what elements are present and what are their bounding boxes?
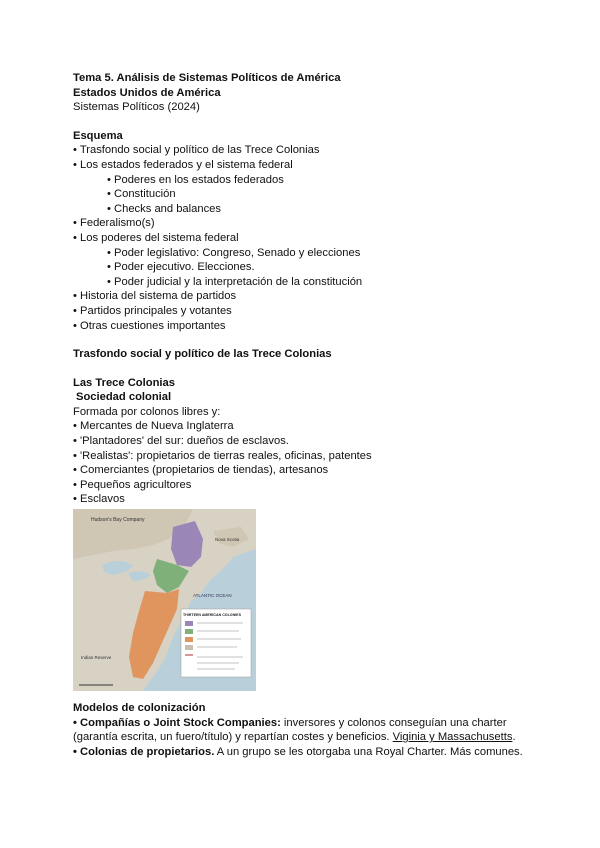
outline-item: • Los estados federados y el sistema federal <box>73 158 293 171</box>
paragraph-end: . <box>512 731 516 744</box>
thirteen-colonies-map <box>73 509 256 691</box>
map-label-ocean: ATLANTIC OCEAN <box>193 593 232 599</box>
legend-title: THIRTEEN AMERICAN COLONIES <box>183 613 241 618</box>
term-proprietary: • Colonias de propietarios. <box>73 745 215 758</box>
map-label-nova: Nova Scotia <box>215 537 240 543</box>
outline-subitem: • Constitución <box>107 188 176 201</box>
paragraph-text: inversores y colonos conseguían una charter (garantía escrita, un fuero/título) y repartían costes y beneficios. <box>73 716 507 744</box>
map-label-indian: Indian Reserve <box>81 655 112 661</box>
outline-item: • Trasfondo social y político de las Trece Colonias <box>73 144 320 157</box>
list-item: • Esclavos <box>73 493 125 506</box>
colony-link[interactable]: Viginia y Massachusetts <box>392 731 513 744</box>
page-subtitle: Estados Unidos de América <box>73 86 221 99</box>
list-item: • 'Plantadores' del sur: dueños de esclavos. <box>73 435 289 448</box>
outline-item: • Historia del sistema de partidos <box>73 290 237 303</box>
map-label-company: Hudson's Bay Company <box>91 517 145 524</box>
paragraph-proprietary <box>73 745 543 760</box>
list-item: • Pequeños agricultores <box>73 478 192 491</box>
outline-item: • Los poderes del sistema federal <box>73 231 239 244</box>
document-page <box>73 71 543 759</box>
course-label: Sistemas Políticos (2024) <box>73 101 200 114</box>
society-list <box>73 419 543 507</box>
legend-swatch-southern <box>185 637 193 642</box>
title-block <box>73 71 543 115</box>
legend-swatch-middle <box>185 629 193 634</box>
outline-subitem: • Poder judicial y la interpretación de la constitución <box>107 275 363 288</box>
legend-swatch-new-england <box>185 621 193 626</box>
outline-heading: Esquema <box>73 129 123 142</box>
list-item: • Mercantes de Nueva Inglaterra <box>73 420 234 433</box>
legend-swatch-other <box>185 645 193 650</box>
outline-subitem: • Poder legislativo: Congreso, Senado y elecciones <box>107 246 361 259</box>
section-heading: Modelos de colonización <box>73 702 206 715</box>
list-item: • Comerciantes (propietarios de tiendas), artesanos <box>73 464 329 477</box>
outline-subitem: • Poder ejecutivo. Elecciones. <box>107 261 255 274</box>
map-legend <box>181 609 251 677</box>
outline-subitem: • Checks and balances <box>107 202 221 215</box>
section-heading: Trasfondo social y político de las Trece Colonias <box>73 348 332 361</box>
list-item: • 'Realistas': propietarios de tierras reales, oficinas, patentes <box>73 449 372 462</box>
section-intro: Formada por colonos libres y: <box>73 405 221 418</box>
outline-list <box>73 143 543 333</box>
outline-item: • Federalismo(s) <box>73 217 155 230</box>
map-graphic <box>73 509 256 691</box>
outline-item: • Partidos principales y votantes <box>73 304 232 317</box>
subsection-heading: Las Trece Colonias <box>73 376 175 389</box>
term-companies: • Compañías o Joint Stock Companies: <box>73 716 281 729</box>
subsubsection-heading: Sociedad colonial <box>76 391 172 404</box>
outline-item: • Otras cuestiones importantes <box>73 319 226 332</box>
paragraph-text: A un grupo se les otorgaba una Royal Charter. Más comunes. <box>214 745 523 758</box>
paragraph-companies <box>73 716 543 745</box>
outline-subitem: • Poderes en los estados federados <box>107 173 284 186</box>
page-title: Tema 5. Análisis de Sistemas Políticos de América <box>73 72 341 84</box>
